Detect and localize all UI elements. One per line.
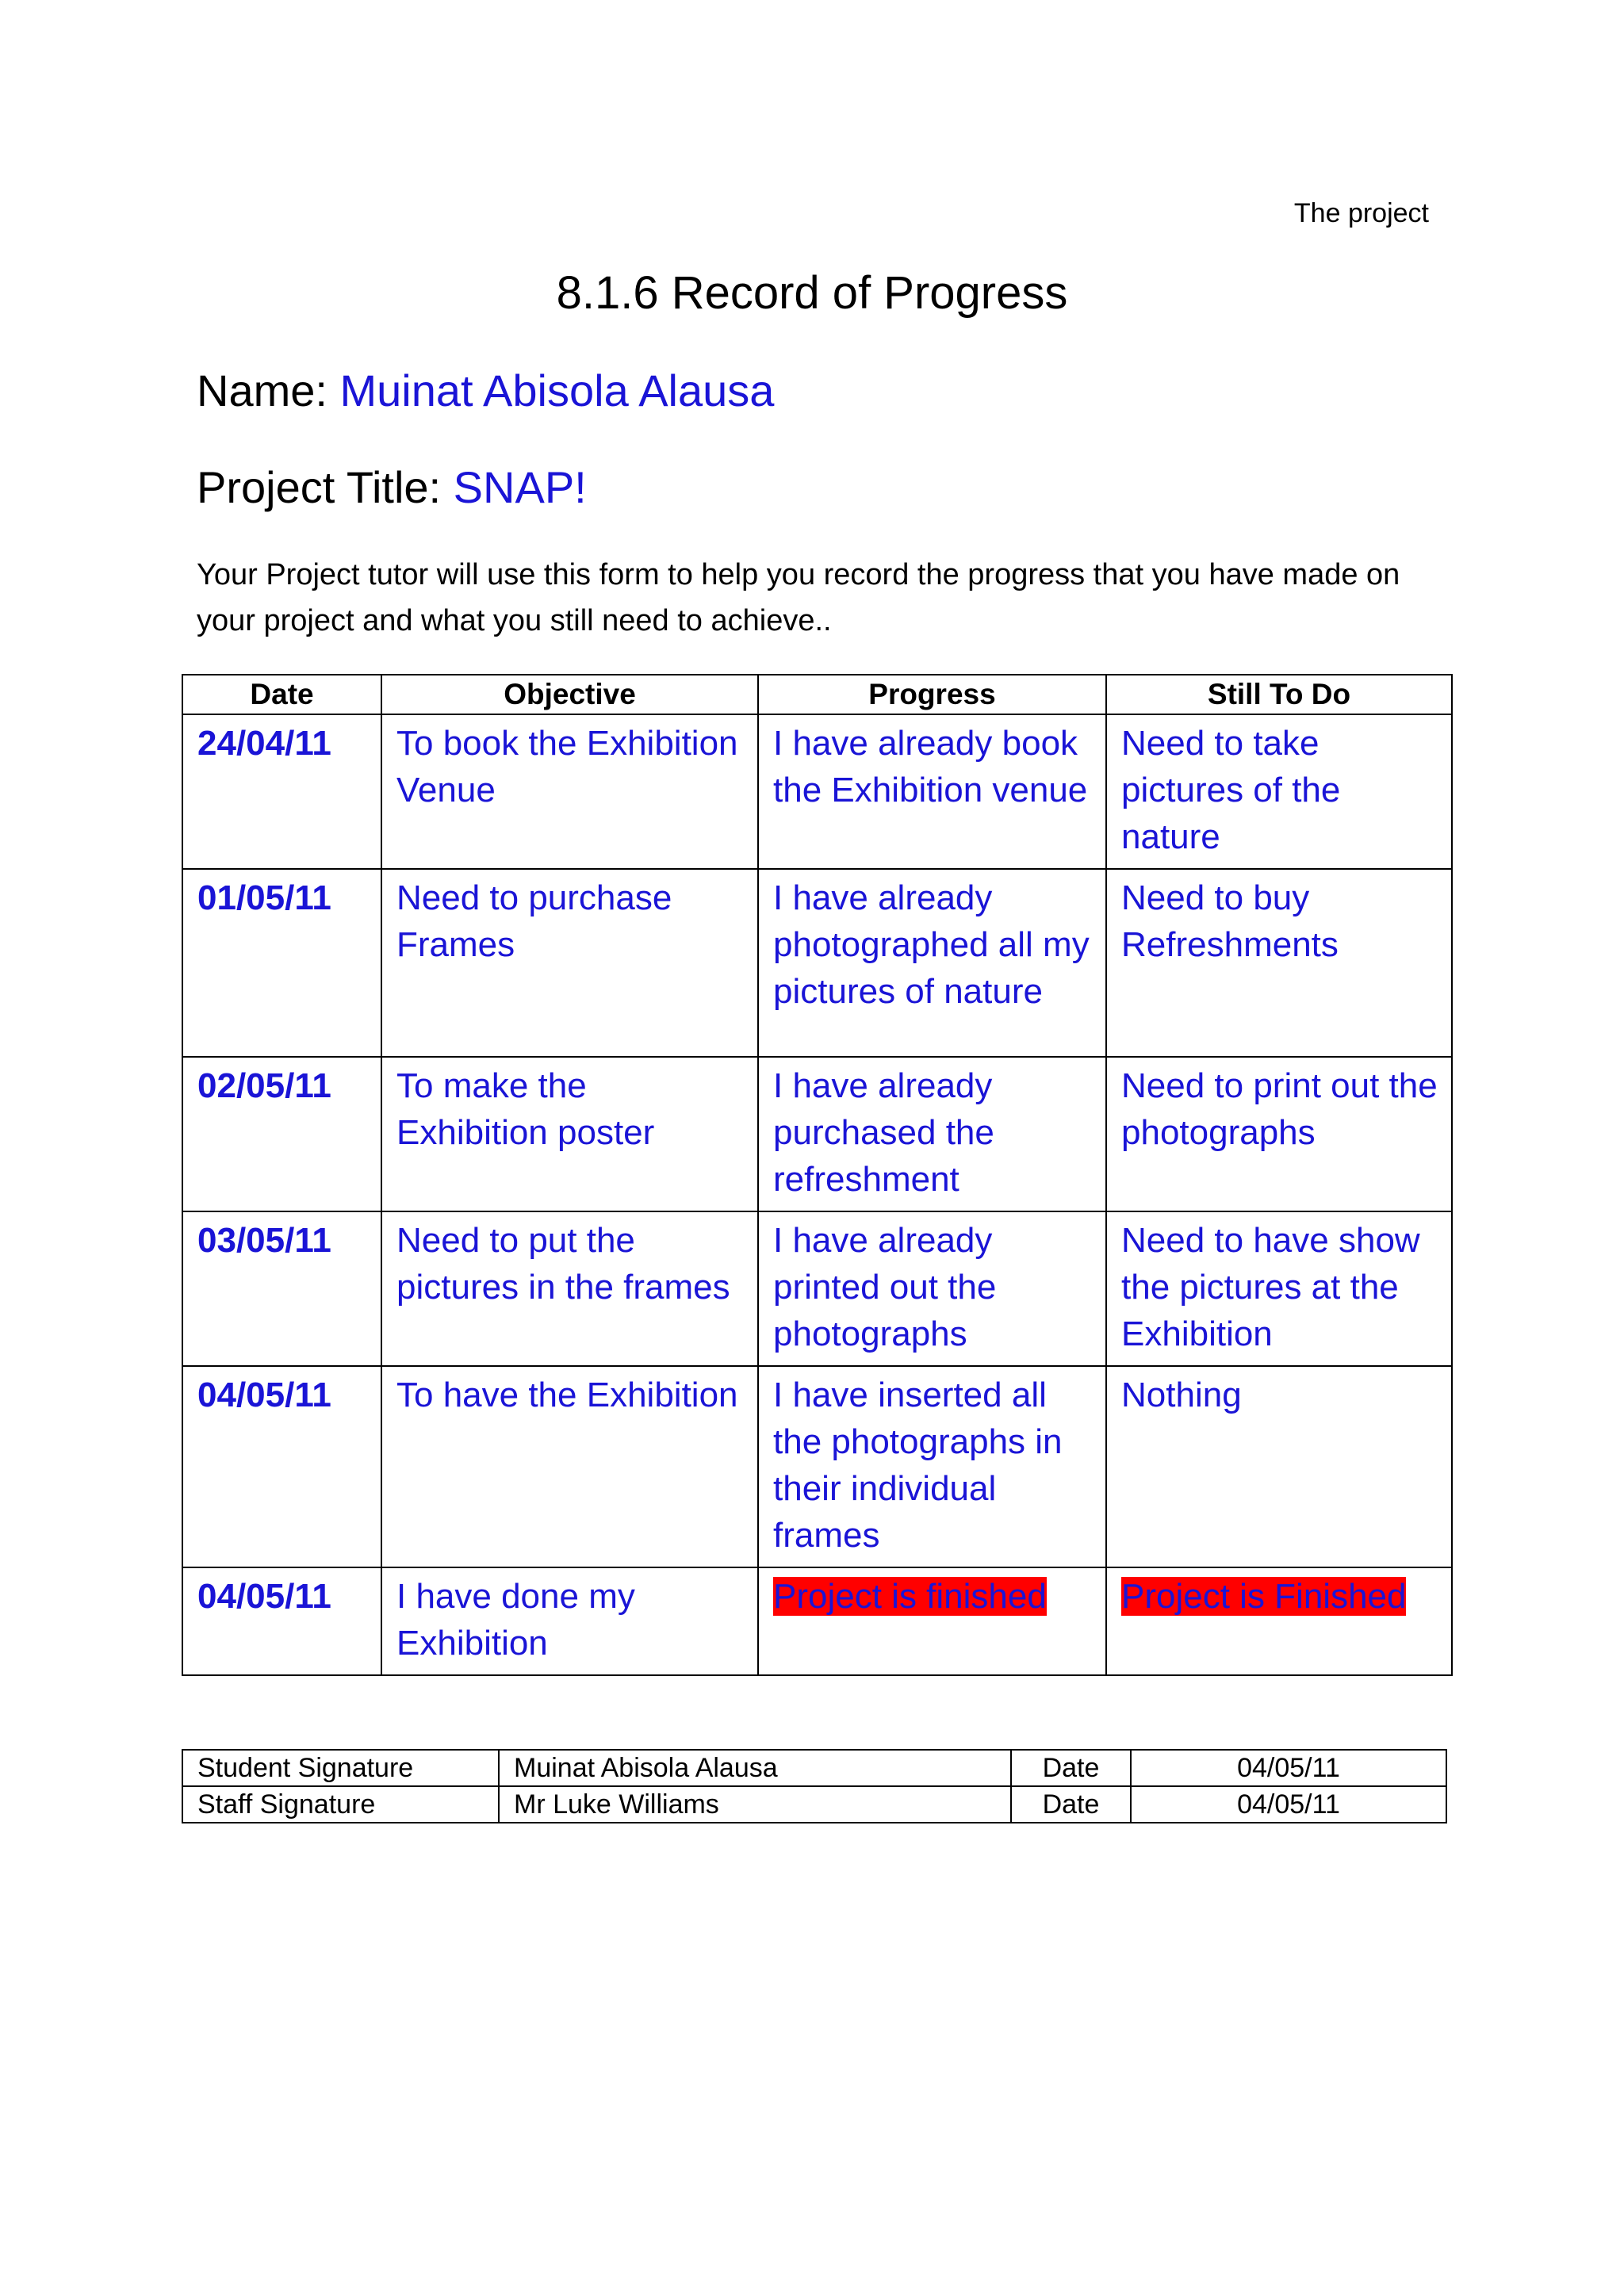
progress-cell: I have inserted all the photographs in their individual frames: [758, 1366, 1106, 1567]
signature-name: Mr Luke Williams: [499, 1786, 1011, 1823]
progress-cell: I have already photographed all my pictures of nature: [758, 869, 1106, 1057]
date-cell: 24/04/11: [182, 714, 381, 869]
signature-label: Staff Signature: [182, 1786, 499, 1823]
progress-cell: I have already purchased the refreshment: [758, 1057, 1106, 1211]
table-row: [182, 1211, 1452, 1366]
column-header-progress: Progress: [758, 675, 1106, 714]
finished-highlight: Project is finished: [773, 1577, 1047, 1616]
table-header-row: [182, 675, 1452, 714]
progress-table: [182, 674, 1453, 1676]
still-to-do-cell: Need to print out the photographs: [1106, 1057, 1452, 1211]
still-to-do-cell: Need to take pictures of the nature: [1106, 714, 1452, 869]
objective-cell: To have the Exhibition: [381, 1366, 758, 1567]
date-cell: 04/05/11: [182, 1567, 381, 1675]
still-to-do-cell: [1106, 1567, 1452, 1675]
signature-row-student: [182, 1750, 1446, 1786]
project-title-label: Project Title:: [197, 462, 442, 512]
page-title: 8.1.6 Record of Progress: [556, 267, 1068, 319]
name-label: Name:: [197, 365, 327, 415]
still-to-do-cell: Nothing: [1106, 1366, 1452, 1567]
column-header-still-to-do: Still To Do: [1106, 675, 1452, 714]
objective-cell: Need to purchase Frames: [381, 869, 758, 1057]
objective-cell: To make the Exhibition poster: [381, 1057, 758, 1211]
table-row: [182, 869, 1452, 1057]
signature-date-label: Date: [1011, 1786, 1131, 1823]
signature-row-staff: [182, 1786, 1446, 1823]
intro-paragraph: Your Project tutor will use this form to help you record the progress that you have made on your project and what you still need to achieve..: [197, 558, 1400, 637]
column-header-objective: Objective: [381, 675, 758, 714]
page-header-section: The project: [1293, 198, 1429, 228]
progress-cell: [758, 1567, 1106, 1675]
date-cell: 01/05/11: [182, 869, 381, 1057]
table-row: [182, 714, 1452, 869]
signature-date: 04/05/11: [1131, 1786, 1446, 1823]
finished-highlight: Project is Finished: [1121, 1577, 1407, 1616]
date-cell: 03/05/11: [182, 1211, 381, 1366]
date-cell: 02/05/11: [182, 1057, 381, 1211]
project-title-value: SNAP!: [453, 462, 587, 512]
objective-cell: To book the Exhibition Venue: [381, 714, 758, 869]
still-to-do-cell: Need to have show the pictures at the Exhibition: [1106, 1211, 1452, 1366]
signature-date: 04/05/11: [1131, 1750, 1446, 1786]
progress-cell: I have already printed out the photographs: [758, 1211, 1106, 1366]
project-title-field: [197, 461, 587, 513]
progress-cell: I have already book the Exhibition venue: [758, 714, 1106, 869]
signature-table: [182, 1749, 1447, 1823]
signature-label: Student Signature: [182, 1750, 499, 1786]
objective-cell: I have done my Exhibition: [381, 1567, 758, 1675]
date-cell: 04/05/11: [182, 1366, 381, 1567]
table-row: [182, 1057, 1452, 1211]
signature-date-label: Date: [1011, 1750, 1131, 1786]
signature-name: Muinat Abisola Alausa: [499, 1750, 1011, 1786]
still-to-do-cell: Need to buy Refreshments: [1106, 869, 1452, 1057]
objective-cell: Need to put the pictures in the frames: [381, 1211, 758, 1366]
table-row: [182, 1366, 1452, 1567]
column-header-date: Date: [182, 675, 381, 714]
name-field: [197, 365, 774, 416]
name-value: Muinat Abisola Alausa: [339, 365, 775, 415]
table-row: [182, 1567, 1452, 1675]
